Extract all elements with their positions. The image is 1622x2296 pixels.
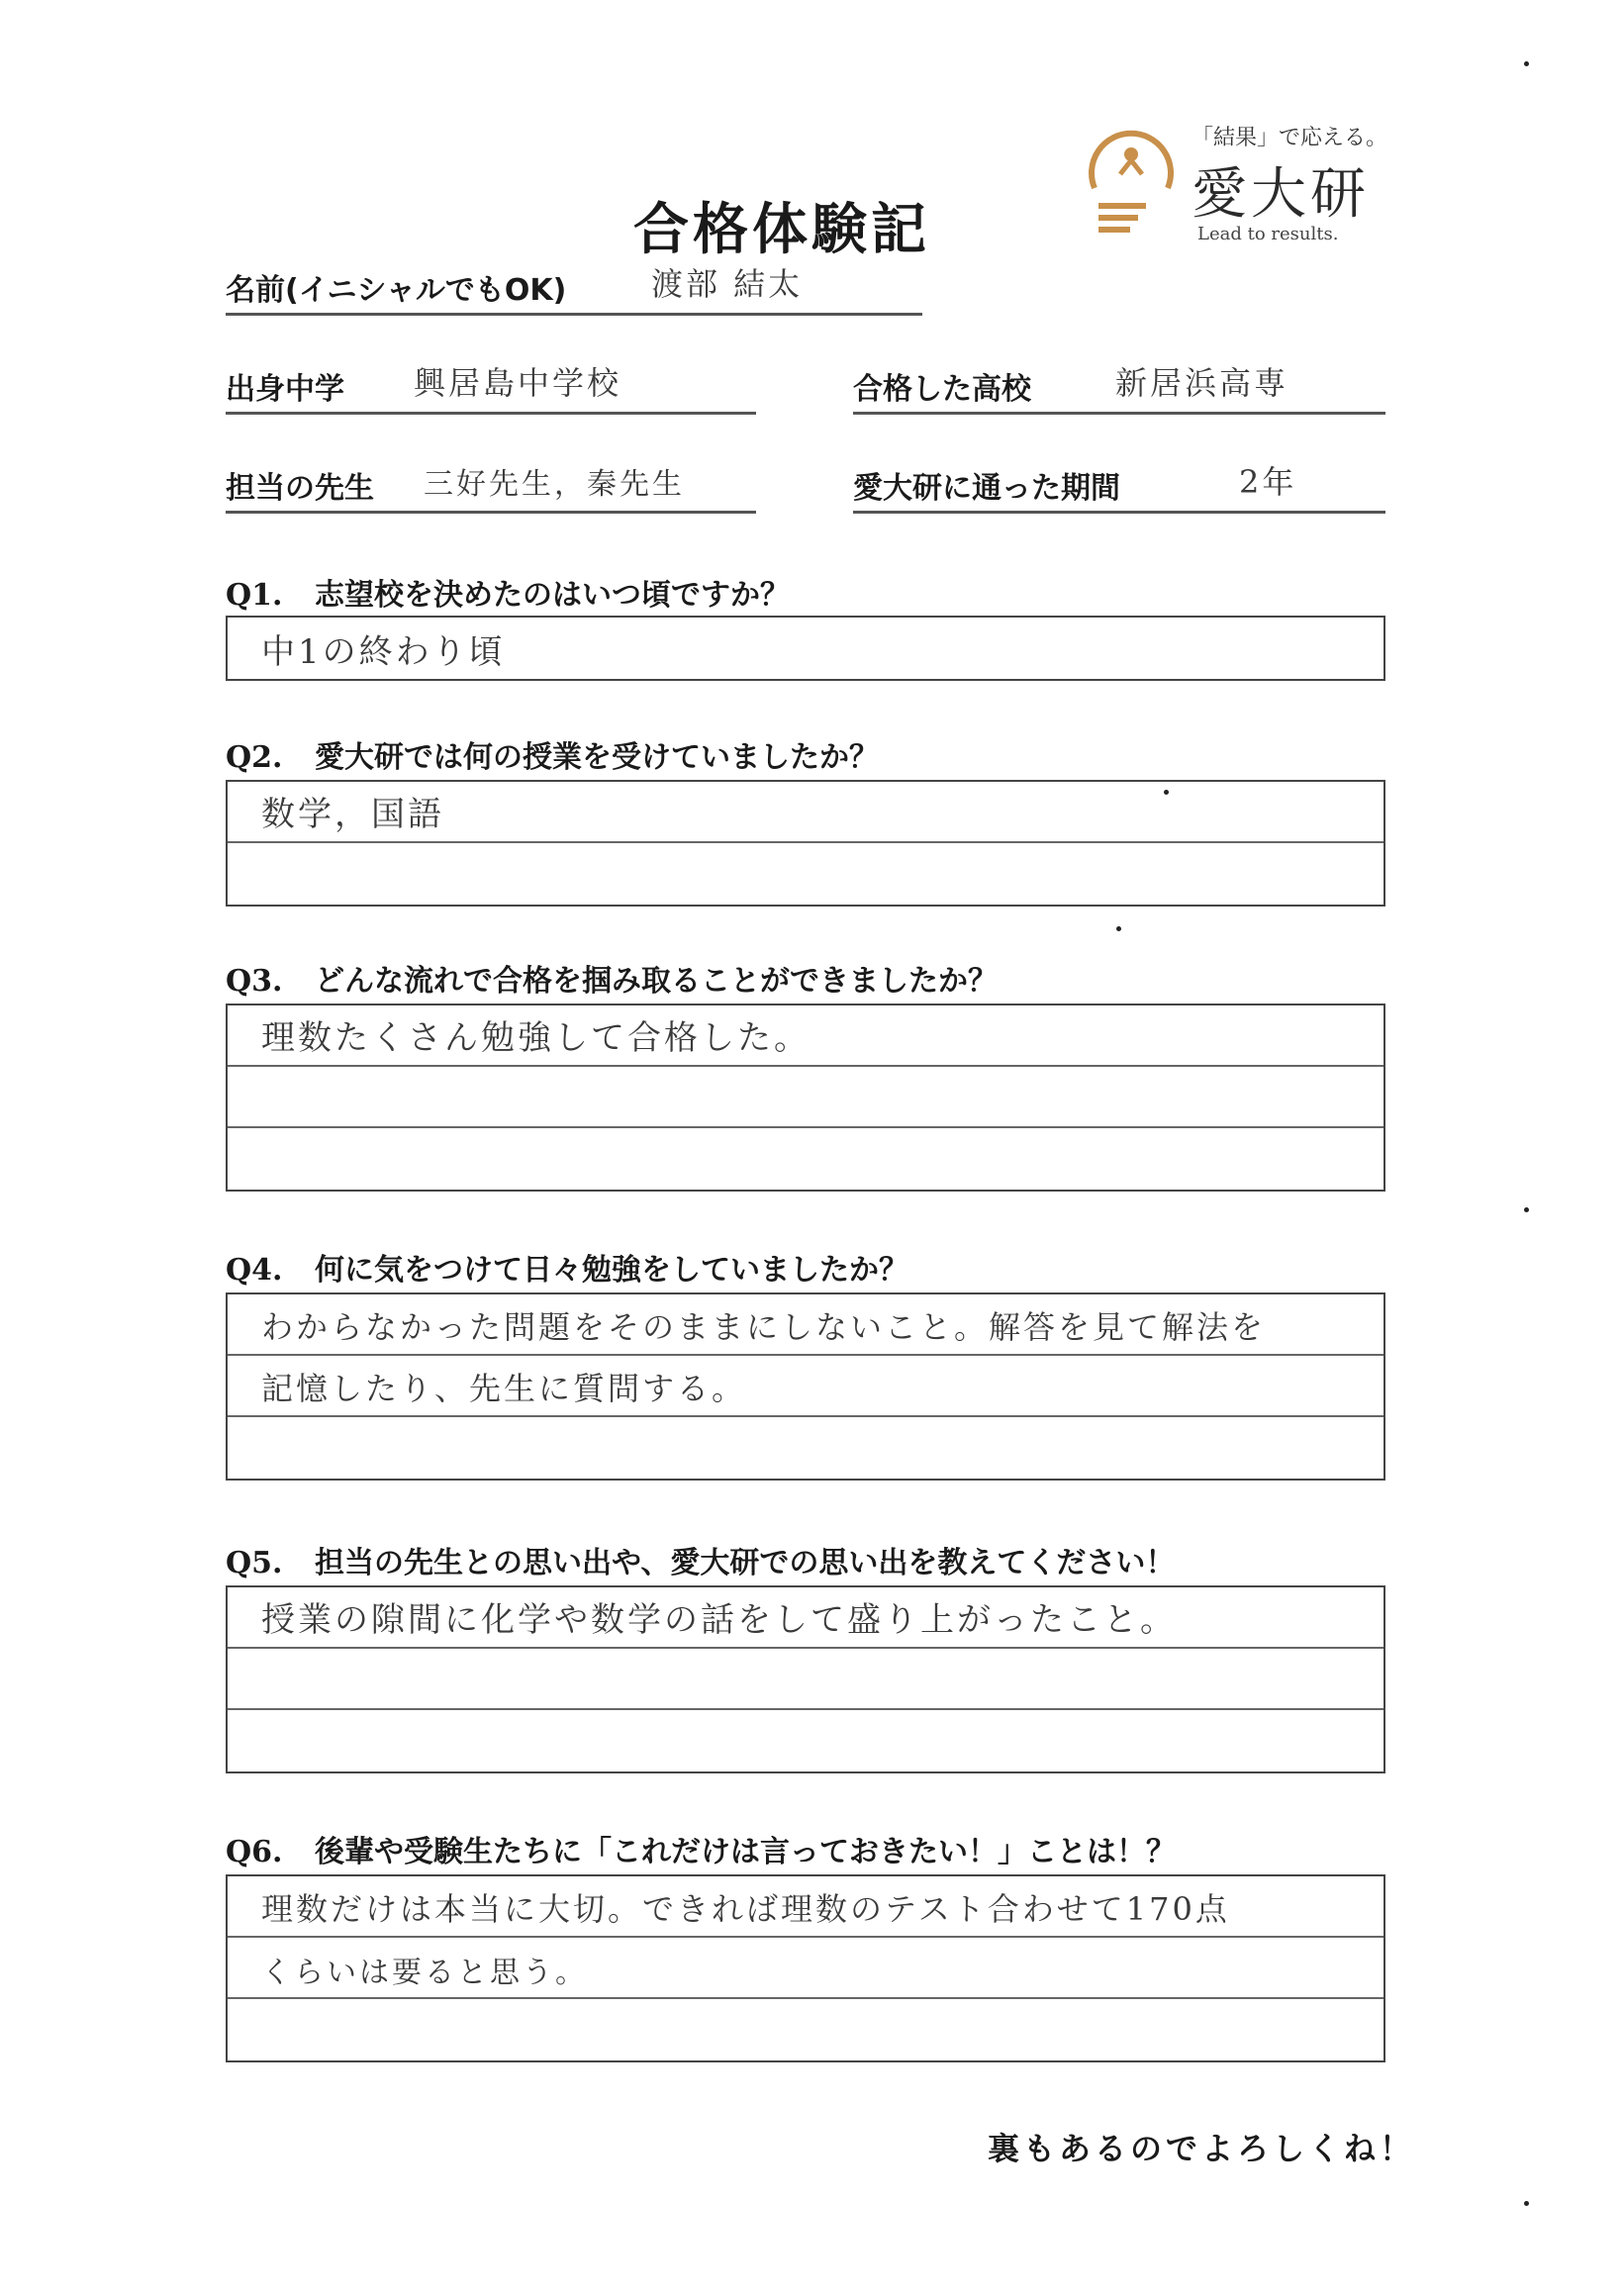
- question-number: Q6.: [226, 1835, 283, 1869]
- question-number: Q4.: [226, 1253, 283, 1288]
- answer-line: [228, 1067, 1383, 1128]
- name-label: 名前(イニシャルでもOK): [226, 273, 567, 308]
- scan-speck: [1524, 1207, 1529, 1212]
- answer-line: [228, 843, 1383, 905]
- answer-text: 数学，国語: [261, 795, 444, 834]
- middle-school-field: [226, 352, 756, 415]
- question-number: Q1.: [226, 578, 283, 613]
- answer-line: [228, 1587, 1383, 1649]
- answer-line: [228, 1938, 1383, 1999]
- high-school-field: [853, 352, 1385, 415]
- answer-line: [228, 1005, 1383, 1067]
- period-value: 2年: [1239, 463, 1297, 501]
- name-value: 渡部 結太: [651, 265, 804, 303]
- question-text: 愛大研では何の授業を受けていましたか？: [315, 740, 879, 775]
- question-6: [226, 1827, 1176, 1870]
- teacher-value: 三好先生，秦先生: [424, 467, 685, 502]
- high-school-label: 合格した高校: [853, 372, 1031, 407]
- teacher-field: [226, 451, 756, 514]
- name-field: [226, 253, 922, 316]
- question-number: Q3.: [226, 964, 283, 999]
- lightbulb-logo-icon: [1077, 111, 1186, 239]
- answer-line: [228, 1128, 1383, 1190]
- logo-tagline: 「結果」で応える。: [1192, 126, 1388, 150]
- answer-box-2: [226, 780, 1385, 907]
- brand-logo: [1077, 111, 1393, 259]
- answer-box-6: [226, 1874, 1385, 2062]
- question-1: [226, 570, 790, 614]
- teacher-label: 担当の先生: [226, 471, 374, 506]
- answer-text: 理数だけは本当に大切。できれば理数のテスト合わせて170点: [261, 1890, 1230, 1928]
- answer-line: [228, 782, 1383, 843]
- question-text: 志望校を決めたのはいつ頃ですか？: [315, 578, 790, 613]
- answer-line: [228, 1356, 1383, 1417]
- scan-speck: [1116, 926, 1121, 931]
- scan-speck: [1524, 2201, 1529, 2206]
- scan-speck: [1164, 790, 1169, 795]
- question-number: Q2.: [226, 740, 283, 775]
- scan-speck: [1524, 61, 1529, 66]
- high-school-value: 新居浜高専: [1115, 364, 1289, 402]
- question-2: [226, 732, 879, 776]
- question-3: [226, 956, 998, 1000]
- answer-box-5: [226, 1585, 1385, 1773]
- answer-box-1: [226, 616, 1385, 681]
- answer-line: [228, 1710, 1383, 1771]
- answer-box-3: [226, 1004, 1385, 1192]
- question-text: 担当の先生との思い出や、愛大研での思い出を教えてください！: [315, 1546, 1176, 1580]
- answer-line: [228, 618, 1383, 679]
- question-text: 後輩や受験生たちに「これだけは言っておきたい！」ことは！？: [315, 1835, 1176, 1869]
- question-5: [226, 1538, 1175, 1581]
- period-label: 愛大研に通った期間: [853, 471, 1120, 506]
- footer-note: 裏もあるのでよろしくね！: [988, 2130, 1416, 2167]
- answer-text: わからなかった問題をそのままにしないこと。解答を見て解法を: [261, 1308, 1267, 1346]
- answer-line: [228, 1649, 1383, 1710]
- page-title: 合格体験記: [633, 198, 930, 262]
- answer-text: 授業の隙間に化学や数学の話をして盛り上がったこと。: [261, 1600, 1177, 1640]
- answer-text: くらいは要ると思う。: [261, 1956, 588, 1990]
- answer-text: 中1の終わり頃: [261, 632, 506, 672]
- answer-box-4: [226, 1292, 1385, 1481]
- question-number: Q5.: [226, 1546, 283, 1580]
- period-field: [853, 451, 1385, 514]
- question-4: [226, 1245, 908, 1289]
- question-text: 何に気をつけて日々勉強をしていましたか？: [315, 1253, 908, 1288]
- question-text: どんな流れで合格を掴み取ることができましたか？: [315, 964, 998, 999]
- middle-school-label: 出身中学: [226, 372, 344, 407]
- answer-text: 理数たくさん勉強して合格した。: [261, 1018, 811, 1058]
- answer-line: [228, 1999, 1383, 2060]
- logo-name: 愛大研: [1192, 162, 1370, 227]
- answer-line: [228, 1417, 1383, 1479]
- answer-line: [228, 1876, 1383, 1938]
- logo-subtitle: Lead to results.: [1197, 224, 1339, 244]
- answer-text: 記憶したり、先生に質問する。: [261, 1370, 747, 1407]
- answer-line: [228, 1294, 1383, 1356]
- middle-school-value: 興居島中学校: [414, 364, 622, 402]
